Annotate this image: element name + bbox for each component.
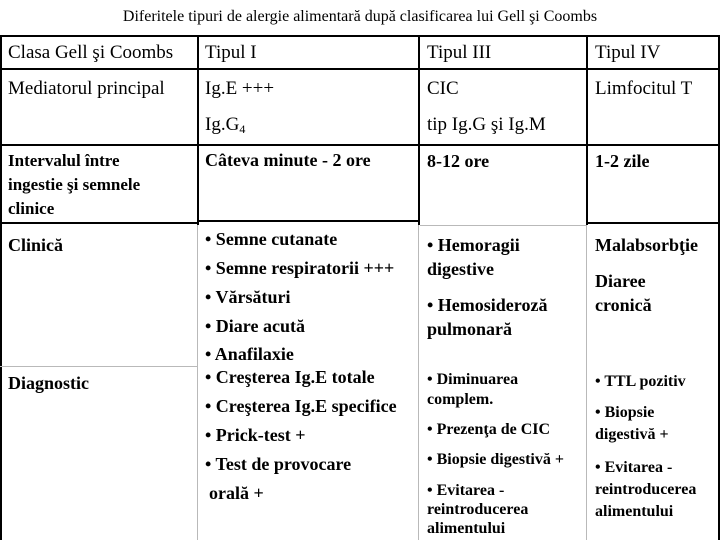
column-divider-3-lower (586, 225, 587, 540)
diagnostic-type1-item: orală + (209, 483, 264, 503)
mediator-label: Mediatorul principal (8, 78, 165, 99)
clinica-type1-item: • Diare acută (205, 316, 305, 336)
clinica-type3-item: digestive (427, 259, 494, 279)
diagnostic-type3-item: complem. (427, 391, 494, 408)
row-divider-interval-type1 (198, 220, 420, 222)
clinica-type1-item: • Semne respiratorii +++ (205, 258, 395, 278)
cell-shade-line (420, 225, 586, 226)
column-divider-2-lower (418, 225, 419, 540)
clinica-label: Clinică (8, 235, 64, 255)
mediator-type1-igg: Ig.G (205, 114, 240, 135)
diagnostic-type4-item: • TTL pozitiv (595, 373, 686, 390)
interval-type1: Câteva minute - 2 ore (205, 150, 371, 170)
column-divider-3 (586, 35, 588, 225)
header-type-1: Tipul I (205, 42, 257, 63)
diagnostic-type3-item: • Evitarea - (427, 482, 505, 499)
clinica-type4-item: cronică (595, 295, 652, 315)
interval-label-line2: ingestie şi semnele (8, 175, 141, 194)
clinica-type1-item: • Vărsături (205, 287, 291, 307)
diagnostic-type4-item: reintroducerea (595, 481, 697, 498)
row-divider-clinica (0, 366, 198, 367)
diagnostic-type1-item: • Creşterea Ig.E specifice (205, 396, 397, 416)
clinica-type4-item: Malabsorbţie (595, 235, 698, 255)
diagnostic-type3-item: • Biopsie digestivă + (427, 451, 564, 468)
diagnostic-type3-item: reintroducerea (427, 501, 529, 518)
table-border-left (0, 35, 2, 540)
clinica-type1-item: • Semne cutanate (205, 229, 338, 249)
interval-type4: 1-2 zile (595, 151, 650, 171)
interval-label-line3: clinice (8, 199, 55, 218)
diagnostic-type1-item: • Prick-test + (205, 425, 306, 445)
table-border-top (0, 35, 720, 37)
row-divider-interval-right (586, 222, 720, 224)
header-classification: Clasa Gell şi Coombs (8, 42, 174, 63)
diagnostic-type3-item: alimentului (427, 520, 506, 537)
clinica-type3-item: pulmonară (427, 319, 513, 339)
interval-type3: 8-12 ore (427, 151, 490, 171)
diagnostic-type3-item: • Diminuarea (427, 371, 519, 388)
column-divider-1-lower (197, 225, 198, 540)
mediator-type4: Limfocitul T (595, 78, 693, 99)
diagnostic-type3-item: • Prezenţa de CIC (427, 421, 551, 438)
diagnostic-type4-item: • Biopsie (595, 404, 655, 421)
diagnostic-type1-item: • Creşterea Ig.E totale (205, 367, 375, 387)
interval-label-line1: Intervalul între (8, 151, 120, 170)
row-divider-interval (0, 222, 198, 224)
mediator-type1-line2 (205, 114, 245, 137)
clinica-type3-item: • Hemoragii (427, 235, 520, 255)
mediator-type1-subscript: 4 (239, 122, 246, 136)
row-divider-mediator (0, 144, 720, 146)
diagnostic-type4-item: digestivă + (595, 426, 669, 443)
header-type-3: Tipul III (427, 42, 492, 63)
header-border-bottom (0, 68, 720, 70)
column-divider-1 (197, 35, 199, 225)
diagnostic-type4-item: alimentului (595, 503, 674, 520)
mediator-type3-line1: CIC (427, 78, 459, 99)
clinica-type1-item: • Anafilaxie (205, 344, 294, 364)
clinica-type3-item: • Hemosideroză (427, 295, 548, 315)
mediator-type1-line1: Ig.E +++ (205, 78, 275, 99)
mediator-type3-line2: tip Ig.G şi Ig.M (427, 114, 546, 135)
diagnostic-type4-item: • Evitarea - (595, 459, 673, 476)
column-divider-2 (418, 35, 420, 225)
header-type-4: Tipul IV (595, 42, 661, 63)
diagnostic-label: Diagnostic (8, 373, 89, 393)
clinica-type4-item: Diaree (595, 271, 646, 291)
diagnostic-type1-item: • Test de provocare (205, 454, 352, 474)
page-title: Diferitele tipuri de alergie alimentară după clasificarea lui Gell şi Coombs (122, 8, 598, 25)
